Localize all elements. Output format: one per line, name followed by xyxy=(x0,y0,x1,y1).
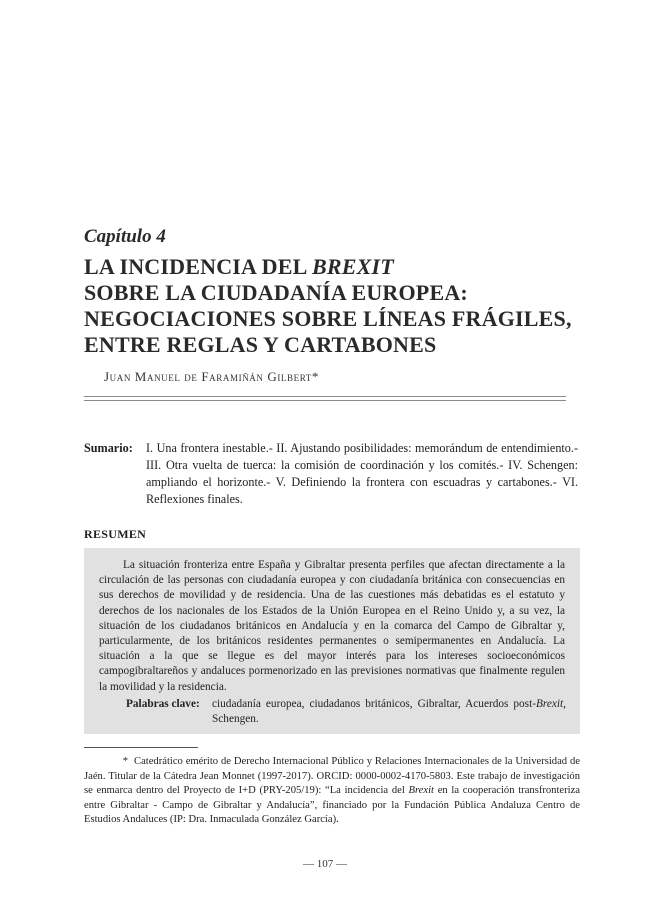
title-line-2: SOBRE LA CIUDADANÍA EUROPEA: xyxy=(84,280,468,305)
page-number: — 107 — xyxy=(303,858,347,870)
title-line-4: ENTRE REGLAS Y CARTABONES xyxy=(84,332,437,357)
chapter-title xyxy=(84,254,604,358)
footnote-rule xyxy=(84,747,198,748)
header-rule-bottom xyxy=(84,400,566,401)
keywords-label: Palabras clave: xyxy=(126,698,200,710)
footnote-text-part2: en la cooperación transfronteriza entre Gibraltar - Campo de Gibraltar y Andalucía”, financiado por la Fundación Pública Andaluza Centro de Estudios Andaluces (IP: Dra. Inmaculada González García). xyxy=(84,785,580,826)
summary-label: Sumario: xyxy=(84,441,133,455)
author-name: Juan Manuel de Faramiñán Gilbert xyxy=(104,369,312,384)
summary-text: I. Una frontera inestable.- II. Ajustando posibilidades: memorándum de entendimiento.- III. Otra vuelta de tuerca: la comisión de coordinación y los comités.- IV. Schengen: ampliando el horizonte.- V. Definiendo la frontera con escuadras y cartabones.- VI. Reflexiones finales. xyxy=(146,441,578,506)
keywords-text xyxy=(212,697,566,727)
footnote-mark: * xyxy=(122,756,128,767)
abstract-heading: RESUMEN xyxy=(84,527,147,541)
abstract-paragraph xyxy=(99,558,565,695)
keywords-brexit-italic: Brexit xyxy=(535,698,564,710)
keywords-prefix: ciudadanía europea, ciudadanos británicos, Gibraltar, Acuerdos post- xyxy=(212,698,536,710)
footnote-text-part1: Catedrático emérito de Derecho Internacional Público y Relaciones Internacionales de la Universidad de Jaén. Titular de la Cátedra Jean Monnet (1997-2017). ORCID: 0000-0002-4170-5803. Este trabajo de investigación se enmarca dentro del Proyecto de I+D (PRY-205/19): “La incidencia del xyxy=(84,756,580,797)
title-brexit-italic: BREXIT xyxy=(311,254,394,279)
title-line-3: NEGOCIACIONES SOBRE LÍNEAS FRÁGILES, xyxy=(84,306,572,331)
chapter-label: Capítulo 4 xyxy=(84,226,166,247)
keywords xyxy=(126,697,566,727)
abstract-text: La situación fronteriza entre España y Gibraltar presenta perfiles que afectan directamente a la circulación de las personas con ciudadanía europea y con ciudadanía británica con consecuencias en sus derechos de movilidad y de residencia. Una de las cuestiones más debatidas es el estatuto y derechos de los nacionales de los Estados de la Unión Europea en el Reino Unido y, a su vez, la situación de los ciudadanos británicos en Andalucía y en la comarca del Campo de Gibraltar y, particularmente, de los británicos residentes permanentes o semipermanentes en Andalucía. La situación a la que se llegue es del mayor interés para los intereses socioeconómicos campogibraltareños y andaluces pormenorizado en las previsiones normativas que finalmente regulen la movilidad y la residencia. xyxy=(99,559,565,693)
title-line-1-prefix: LA INCIDENCIA DEL xyxy=(84,254,312,279)
header-rule-top xyxy=(84,396,566,397)
footnote xyxy=(84,755,580,828)
keywords-suffix: , Schengen. xyxy=(212,698,566,726)
footnote-brexit-italic: Brexit xyxy=(408,785,434,797)
author-line xyxy=(104,369,319,385)
summary-section xyxy=(84,440,578,508)
title-line-1 xyxy=(84,254,604,280)
author-footnote-mark: * xyxy=(311,369,319,384)
